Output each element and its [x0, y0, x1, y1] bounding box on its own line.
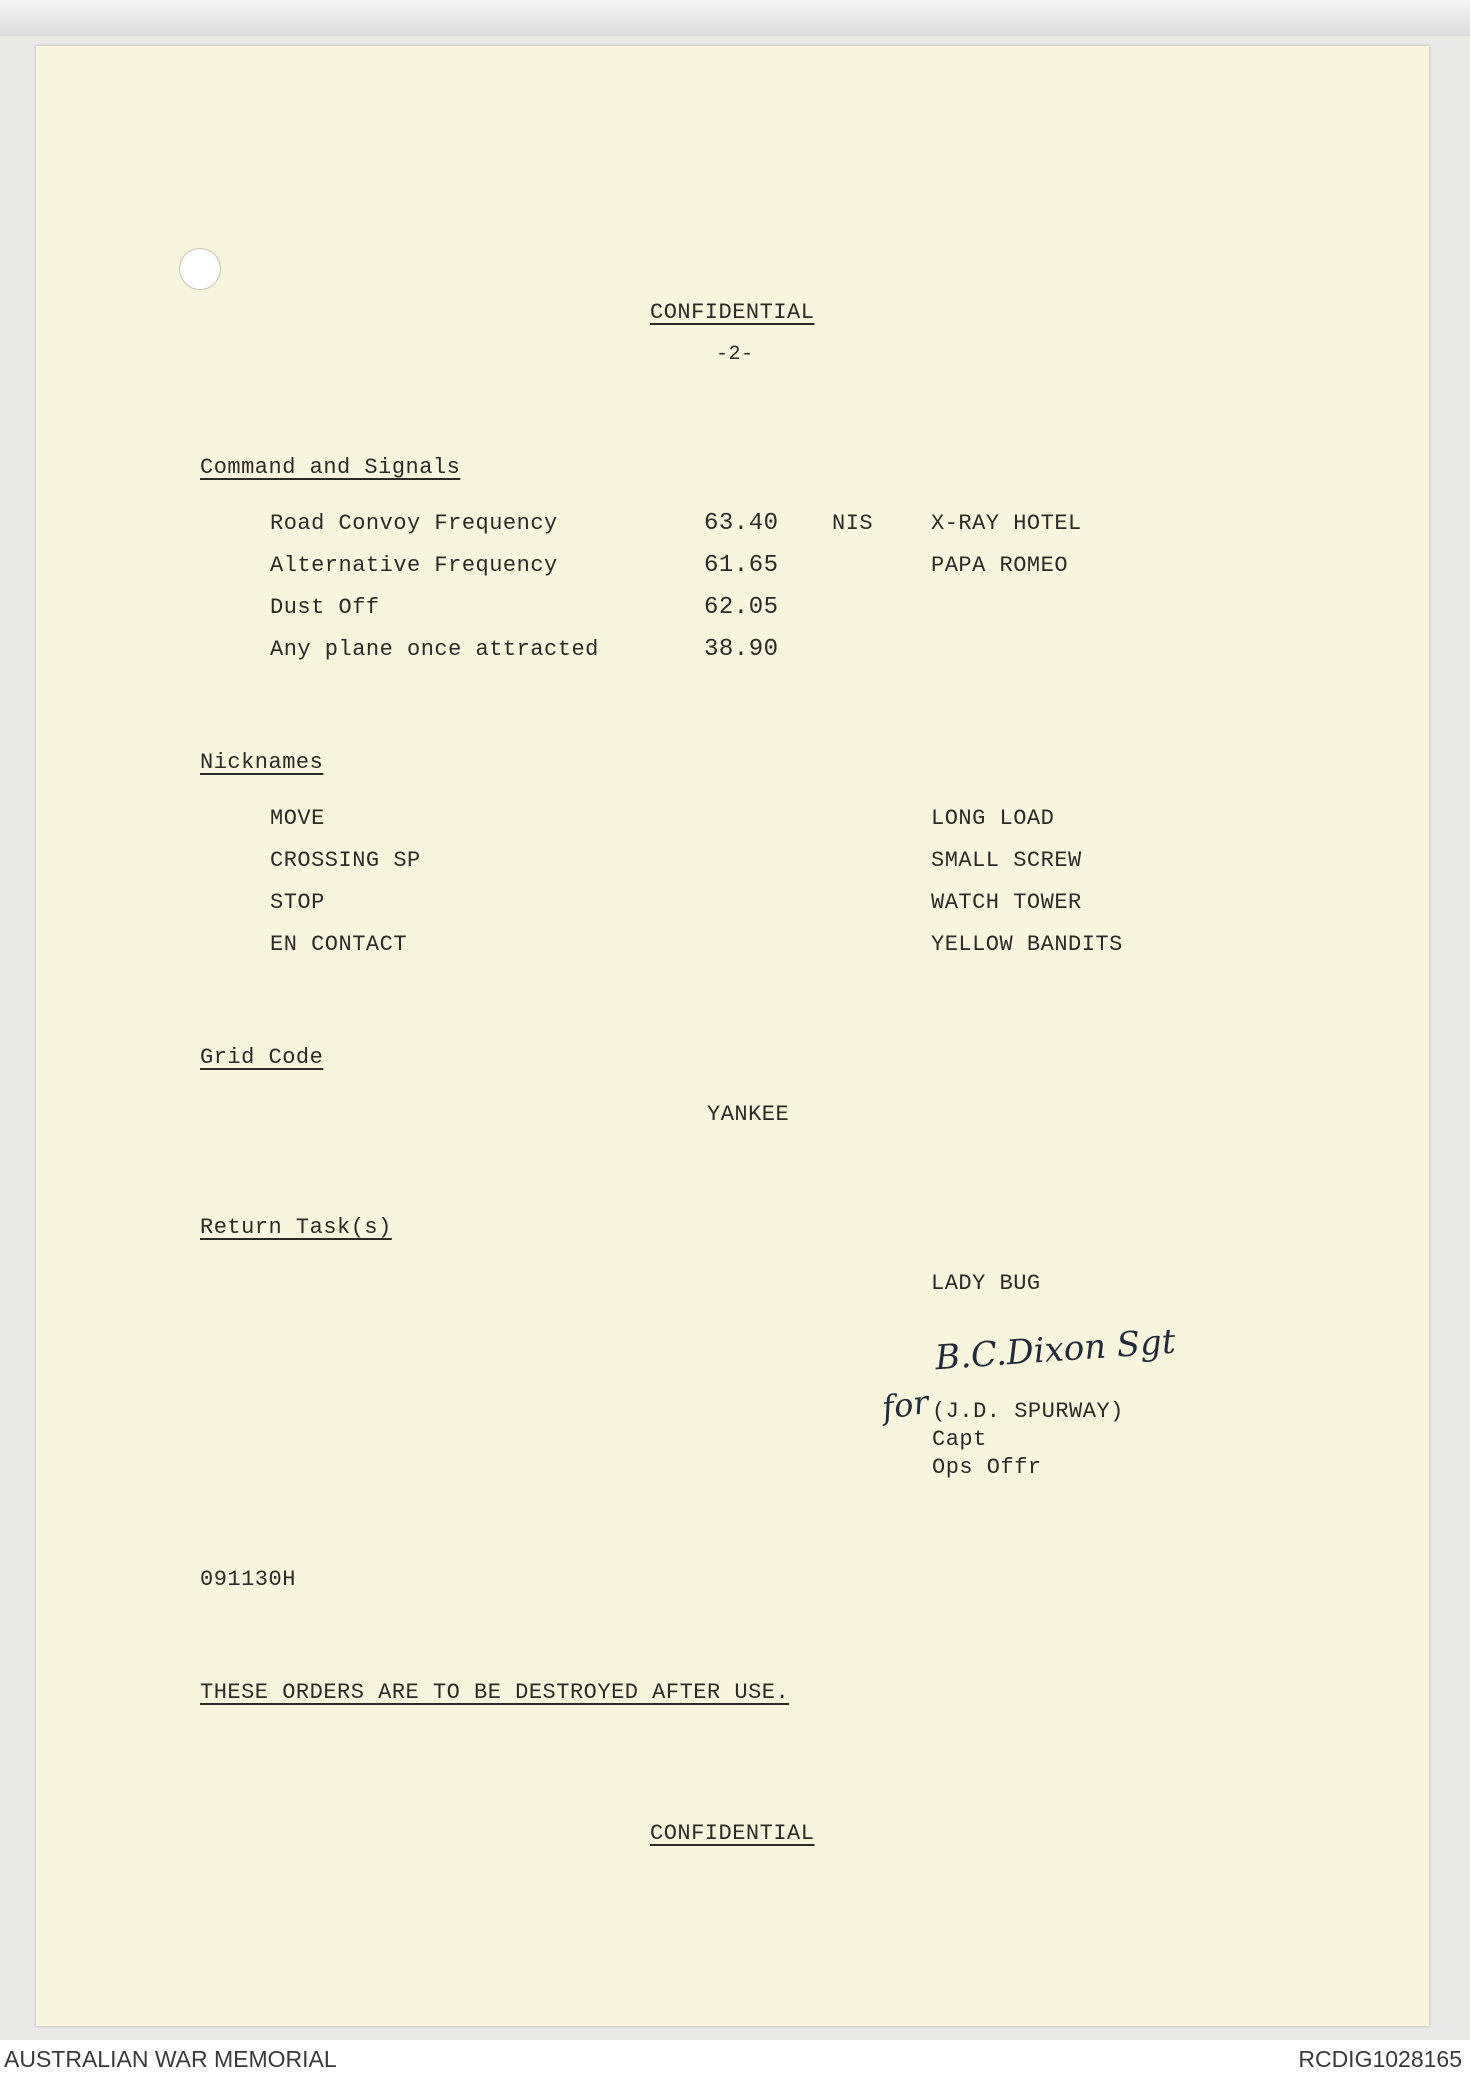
- handwritten-signature: B.C.Dixon Sgt: [933, 1321, 1177, 1379]
- destroy-notice: THESE ORDERS ARE TO BE DESTROYED AFTER USE.: [200, 1680, 790, 1705]
- scanner-edge: [0, 0, 1470, 36]
- signal-row-frequency: 62.05: [704, 594, 779, 621]
- return-tasks-heading: Return Task(s): [200, 1215, 392, 1240]
- nickname-value: LONG LOAD: [931, 806, 1055, 831]
- handwritten-for: for: [879, 1382, 931, 1428]
- nickname-term: EN CONTACT: [270, 932, 408, 957]
- nickname-value: SMALL SCREW: [931, 848, 1082, 873]
- nicknames-heading: Nicknames: [200, 750, 324, 775]
- nickname-term: STOP: [270, 890, 325, 915]
- page-title: CONFIDENTIAL: [650, 300, 815, 325]
- return-tasks-value: LADY BUG: [931, 1271, 1041, 1296]
- punch-hole: [179, 248, 221, 290]
- signal-row-label: Road Convoy Frequency: [270, 511, 558, 536]
- nickname-value: WATCH TOWER: [931, 890, 1082, 915]
- signal-row-label: Dust Off: [270, 595, 380, 620]
- page-number: -2-: [716, 343, 754, 366]
- archive-caption-left: AUSTRALIAN WAR MEMORIAL: [4, 2046, 337, 2072]
- signal-row-label: Any plane once attracted: [270, 637, 599, 662]
- command-and-signals-heading: Command and Signals: [200, 455, 461, 480]
- signal-row-callsign: PAPA ROMEO: [931, 553, 1069, 578]
- grid-code-value: YANKEE: [707, 1102, 790, 1127]
- date-time-group: 091130H: [200, 1567, 296, 1592]
- signatory-name: (J.D. SPURWAY): [932, 1399, 1124, 1424]
- nickname-term: MOVE: [270, 806, 325, 831]
- archive-caption-right: RCDIG1028165: [1298, 2046, 1462, 2072]
- signal-row-frequency: 38.90: [704, 636, 779, 663]
- signatory-appointment: Ops Offr: [932, 1455, 1042, 1480]
- nickname-term: CROSSING SP: [270, 848, 421, 873]
- nickname-value: YELLOW BANDITS: [931, 932, 1123, 957]
- grid-code-heading: Grid Code: [200, 1045, 324, 1070]
- signal-row-label: Alternative Frequency: [270, 553, 558, 578]
- signal-row-mark: NIS: [832, 511, 874, 536]
- signal-row-frequency: 63.40: [704, 510, 779, 537]
- signal-row-callsign: X-RAY HOTEL: [931, 511, 1082, 536]
- footer-classification: CONFIDENTIAL: [650, 1821, 815, 1846]
- signal-row-frequency: 61.65: [704, 552, 779, 579]
- signatory-rank: Capt: [932, 1427, 987, 1452]
